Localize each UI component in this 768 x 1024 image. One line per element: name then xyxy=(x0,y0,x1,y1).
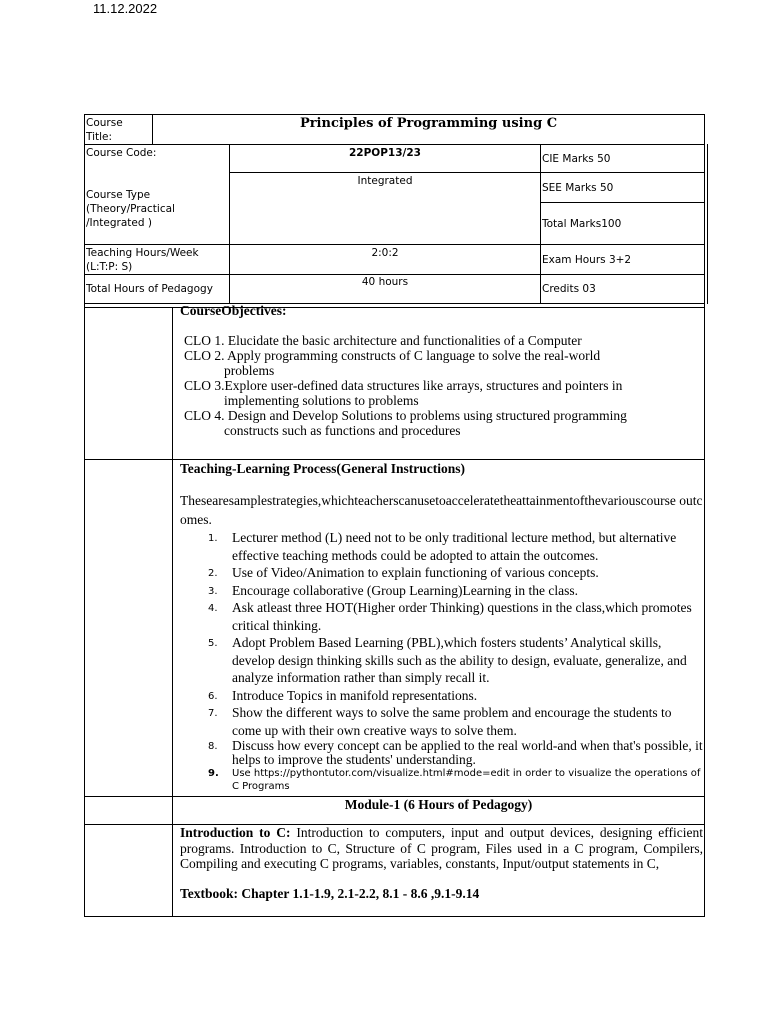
course-title: Principles of Programming using C xyxy=(299,116,558,131)
teaching-item: 2. Use of Video/Animation to explain functioning of various concepts. xyxy=(208,565,599,580)
exam-hours: Exam Hours 3+2 xyxy=(542,254,632,266)
teaching-heading: Teaching-Learning Process(General Instructions) xyxy=(180,461,465,476)
see-marks: SEE Marks 50 xyxy=(542,182,614,194)
course-objectives xyxy=(180,303,698,438)
total-marks: Total Marks100 xyxy=(542,218,622,230)
teaching-item: 6. Introduce Topics in manifold representations. xyxy=(208,687,478,703)
course-type-label: Course Type (Theory/Practical /Integrated ) xyxy=(86,189,175,229)
course-code-label: Course Code: xyxy=(86,147,157,159)
document-date: 11.12.2022 xyxy=(93,1,158,16)
teaching-item: 5. Adopt Problem Based Learning (PBL),which fosters students’ Analytical skills, develop design thinking skills such as the ability to design, evaluate, generalize, and analyze information rather than simply recall it. xyxy=(208,635,687,685)
clo-item: CLO 1. Elucidate the basic architecture and functionalities of a Computer xyxy=(184,333,582,348)
course-code: 22POP13/23 xyxy=(349,147,421,159)
module-1-textbook: Textbook: Chapter 1.1-1.9, 2.1-2.2, 8.1 - 8.6 ,9.1-9.14 xyxy=(180,885,480,901)
teaching-item: 3. Encourage collaborative (Group Learning)Learning in the class. xyxy=(208,582,578,598)
course-type: Integrated xyxy=(357,175,413,187)
teaching-item: 8. Discuss how every concept can be applied to the real world-and when that's possible, it helps to improve the students' understanding. xyxy=(208,738,703,767)
teaching-learning-process xyxy=(180,461,703,793)
clo-item: CLO 3.Explore user-defined data structures like arrays, structures and pointers in implementing solutions to problems xyxy=(184,378,623,408)
total-hours: 40 hours xyxy=(361,276,409,288)
objectives-list xyxy=(180,333,698,438)
module-1-content xyxy=(180,825,703,901)
clo-item: CLO 4. Design and Develop Solutions to problems using structured programming constructs such as functions and procedures xyxy=(184,408,627,438)
teaching-item: 1. Lecturer method (L) need not to be only traditional lecture method, but alternative effective teaching methods could be adopted to attain the outcomes. xyxy=(208,530,677,563)
total-hours-label: Total Hours of Pedagogy xyxy=(86,283,213,295)
teaching-item: 9. Use https://pythontutor.com/visualize.html#mode=edit in order to visualize the operations of C Programs xyxy=(208,768,701,792)
objectives-heading: CourseObjectives: xyxy=(180,303,287,318)
teaching-hours: 2:0:2 xyxy=(371,247,399,259)
course-title-label: Course Title: xyxy=(86,117,123,143)
teaching-intro: Thesearesamplestrategies,whichteacherscanusetoacceleratetheattainmentofthevariouscourse outcomes. xyxy=(180,493,703,527)
credits: Credits 03 xyxy=(542,283,596,295)
teaching-item: 7. Show the different ways to solve the same problem and encourage the students to come up with their own creative ways to solve them. xyxy=(208,705,672,738)
teaching-list xyxy=(180,529,703,793)
teaching-item: 4. Ask atleast three HOT(Higher order Thinking) questions in the class,which promotes critical thinking. xyxy=(208,600,692,633)
clo-item: CLO 2. Apply programming constructs of C language to solve the real-world problems xyxy=(184,348,601,378)
cie-marks: CIE Marks 50 xyxy=(542,153,611,165)
module-1-intro: Introduction to C: Introduction to computers, input and output devices, designing efficient programs. Introduction to C, Structure of C program, Files used in a C program, Compilers, Compiling and executing C programs, variables, constants, Input/output statements in C, xyxy=(180,825,703,871)
teaching-hours-label: Teaching Hours/Week (L:T:P: S) xyxy=(86,247,199,273)
module-1-heading: Module-1 (6 Hours of Pedagogy) xyxy=(344,797,533,812)
